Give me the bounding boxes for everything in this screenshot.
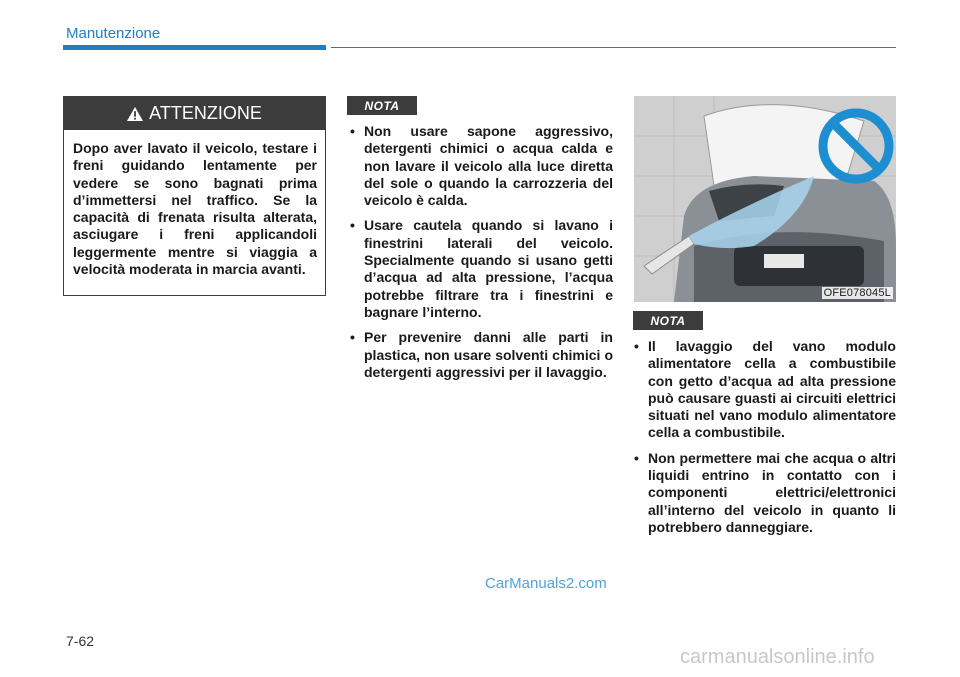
list-item: • Il lavaggio del vano modulo alimentatore cella a combustibile con getto d’acqua ad alta pressione può causare guasti ai circuiti elettrici situati nel vano modulo alimentatore cella a combustibile.	[634, 338, 896, 442]
watermark-corner: carmanualsonline.info	[680, 646, 875, 668]
list-item: • Non permettere mai che acqua o altri liquidi entrino in contatto con i componenti elettrici/elettronici all’interno del veicolo in quanto li potrebbero danneggiare.	[634, 450, 896, 536]
header-rule-thick	[63, 45, 326, 50]
warning-header	[64, 97, 325, 130]
nota-list-1	[350, 123, 613, 389]
car-wash-illustration	[634, 96, 896, 302]
list-item: • Usare cautela quando si lavano i finestrini laterali del veicolo. Specialmente quando si usano getti d’acqua ad alta pressione, l’acqua potrebbe filtrare tra i finestrini e bagnare l’interno.	[350, 217, 613, 321]
list-item: • Non usare sapone aggressivo, detergenti chimici o acqua calda e non lavare il veicolo alla luce diretta del sole o quando la carrozzeria del veicolo è calda.	[350, 123, 613, 209]
warning-text: Dopo aver lavato il veicolo, testare i freni guidando lentamente per vedere se sono bagnati prima d’immettersi nel traffico. Se la capacità di frenata risulta alterata, asciugare i freni applicandoli leggermente mentre si viaggia a velocità moderata in marcia avanti.	[73, 140, 317, 278]
header-rule-thin	[331, 47, 896, 48]
nota-list-2	[634, 338, 896, 544]
section-title: Manutenzione	[66, 25, 161, 42]
watermark-center[interactable]: CarManuals2.com	[485, 575, 607, 592]
figure-code: OFE078045L	[823, 287, 891, 299]
warning-box	[63, 96, 326, 296]
no-symbol-icon	[822, 112, 890, 180]
list-item: • Per prevenire danni alle parti in plastica, non usare solventi chimici o detergenti aggressivi per il lavaggio.	[350, 329, 613, 381]
nota-label-1: NOTA	[347, 96, 417, 115]
nota-label-2: NOTA	[633, 311, 703, 330]
warning-title: ATTENZIONE	[149, 103, 262, 123]
warning-triangle-icon	[127, 107, 143, 121]
page-number: 7-62	[66, 633, 95, 649]
